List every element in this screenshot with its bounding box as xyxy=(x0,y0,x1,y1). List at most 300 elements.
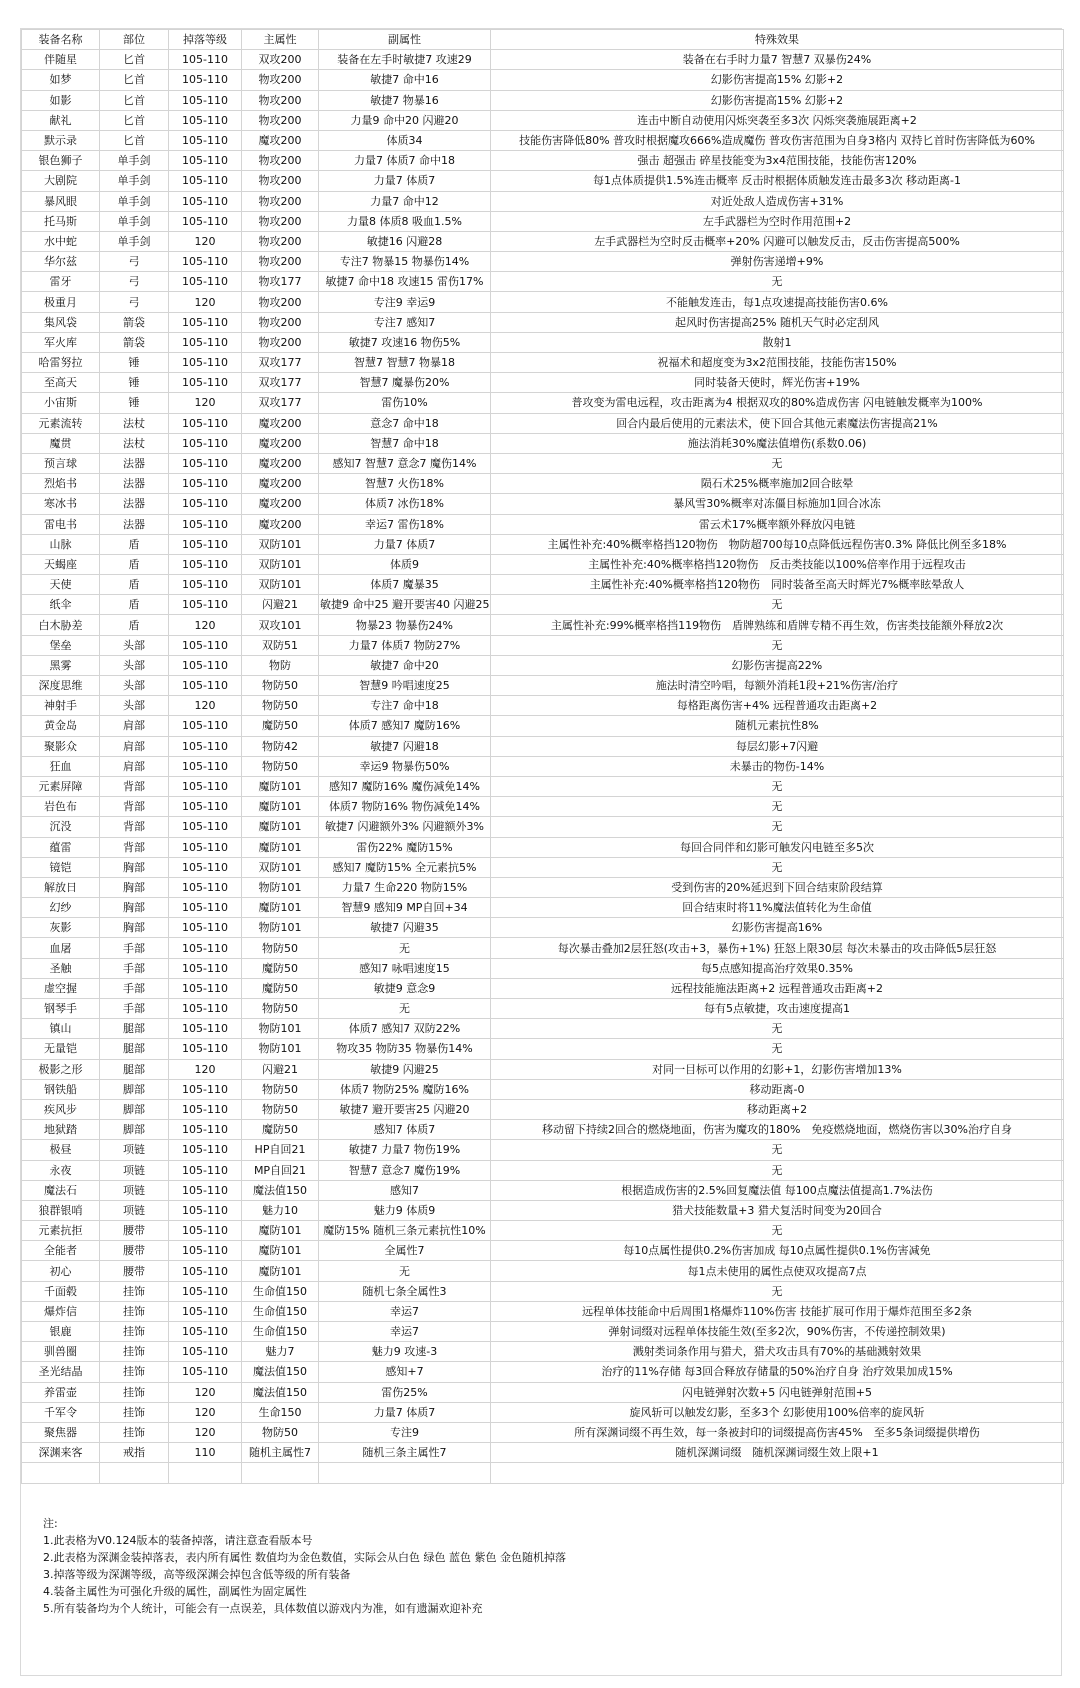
cell-drop-level: 105-110 xyxy=(169,191,242,211)
table-row xyxy=(22,110,1064,130)
cell-slot: 腰带 xyxy=(100,1261,169,1281)
cell-slot: 单手剑 xyxy=(100,151,169,171)
table-row xyxy=(22,1422,1064,1442)
cell-special-effect: 旋风斩可以触发幻影，至多3个 幻影使用100%倍率的旋风斩 xyxy=(491,1402,1064,1422)
cell-main-attr: MP自回21 xyxy=(242,1160,319,1180)
cell-slot: 锤 xyxy=(100,373,169,393)
cell-sub-attr: 感知+7 xyxy=(319,1362,491,1382)
cell-main-attr: 魔法值150 xyxy=(242,1180,319,1200)
cell-name: 深度思维 xyxy=(22,676,100,696)
table-row xyxy=(22,373,1064,393)
cell-special-effect: 无 xyxy=(491,1221,1064,1241)
cell-special-effect: 无 xyxy=(491,635,1064,655)
cell-name: 钢琴手 xyxy=(22,999,100,1019)
cell-name: 华尔兹 xyxy=(22,252,100,272)
cell-drop-level: 105-110 xyxy=(169,90,242,110)
cell-slot: 匕首 xyxy=(100,50,169,70)
cell-slot: 腿部 xyxy=(100,1059,169,1079)
cell-sub-attr: 全属性7 xyxy=(319,1241,491,1261)
table-row xyxy=(22,978,1064,998)
cell-name: 银鹿 xyxy=(22,1322,100,1342)
cell-slot: 挂饰 xyxy=(100,1322,169,1342)
cell-special-effect: 未暴击的物伤-14% xyxy=(491,756,1064,776)
cell-main-attr: 魔攻200 xyxy=(242,453,319,473)
cell-name: 全能者 xyxy=(22,1241,100,1261)
cell-drop-level: 105-110 xyxy=(169,1322,242,1342)
empty-cell xyxy=(169,1463,242,1483)
table-row xyxy=(22,1342,1064,1362)
cell-special-effect: 每1点体质提供1.5%连击概率 反击时根据体质触发连击最多3次 移动距离-1 xyxy=(491,171,1064,191)
cell-slot: 手部 xyxy=(100,999,169,1019)
cell-special-effect: 无 xyxy=(491,595,1064,615)
cell-drop-level: 105-110 xyxy=(169,373,242,393)
cell-drop-level: 105-110 xyxy=(169,736,242,756)
table-row xyxy=(22,817,1064,837)
cell-drop-level: 105-110 xyxy=(169,1079,242,1099)
cell-name: 暴风眼 xyxy=(22,191,100,211)
cell-name: 白木胁差 xyxy=(22,615,100,635)
cell-drop-level: 105-110 xyxy=(169,877,242,897)
cell-slot: 手部 xyxy=(100,958,169,978)
cell-main-attr: 魔攻200 xyxy=(242,514,319,534)
cell-main-attr: 物攻200 xyxy=(242,191,319,211)
cell-drop-level: 105-110 xyxy=(169,494,242,514)
cell-sub-attr: 无 xyxy=(319,999,491,1019)
cell-sub-attr: 体质7 物防25% 魔防16% xyxy=(319,1079,491,1099)
cell-main-attr: 魔防101 xyxy=(242,837,319,857)
cell-drop-level: 105-110 xyxy=(169,1342,242,1362)
table-row xyxy=(22,877,1064,897)
cell-name: 狼群银哨 xyxy=(22,1200,100,1220)
cell-sub-attr: 体质7 物防16% 物伤减免14% xyxy=(319,797,491,817)
cell-name: 元素抗拒 xyxy=(22,1221,100,1241)
cell-drop-level: 105-110 xyxy=(169,1221,242,1241)
cell-sub-attr: 体质7 感知7 双防22% xyxy=(319,1019,491,1039)
cell-slot: 胸部 xyxy=(100,857,169,877)
cell-sub-attr: 力量7 体质7 物防27% xyxy=(319,635,491,655)
cell-slot: 法杖 xyxy=(100,433,169,453)
header-main-attr: 主属性 xyxy=(242,30,319,50)
cell-slot: 法器 xyxy=(100,474,169,494)
header-sub-attr: 副属性 xyxy=(319,30,491,50)
table-row xyxy=(22,595,1064,615)
cell-special-effect: 溅射类词条作用与猎犬，猎犬攻击具有70%的基础溅射效果 xyxy=(491,1342,1064,1362)
cell-sub-attr: 装备在左手时敏捷7 攻速29 xyxy=(319,50,491,70)
cell-drop-level: 105-110 xyxy=(169,272,242,292)
header-slot: 部位 xyxy=(100,30,169,50)
cell-drop-level: 120 xyxy=(169,393,242,413)
cell-sub-attr: 专注9 幸运9 xyxy=(319,292,491,312)
cell-drop-level: 105-110 xyxy=(169,1200,242,1220)
cell-special-effect: 闪电链弹射次数+5 闪电链弹射范围+5 xyxy=(491,1382,1064,1402)
cell-special-effect: 散射1 xyxy=(491,332,1064,352)
cell-name: 至高天 xyxy=(22,373,100,393)
cell-special-effect: 随机元素抗性8% xyxy=(491,716,1064,736)
table-row xyxy=(22,1362,1064,1382)
cell-main-attr: 魔攻200 xyxy=(242,494,319,514)
cell-sub-attr: 随机七条全属性3 xyxy=(319,1281,491,1301)
cell-name: 烈焰书 xyxy=(22,474,100,494)
cell-slot: 盾 xyxy=(100,615,169,635)
cell-slot: 腿部 xyxy=(100,1039,169,1059)
cell-sub-attr: 智慧7 意念7 魔伤19% xyxy=(319,1160,491,1180)
cell-slot: 挂饰 xyxy=(100,1342,169,1362)
cell-name: 魔法石 xyxy=(22,1180,100,1200)
cell-sub-attr: 敏捷7 命中16 xyxy=(319,70,491,90)
cell-sub-attr: 敏捷9 意念9 xyxy=(319,978,491,998)
cell-name: 军火库 xyxy=(22,332,100,352)
cell-slot: 项链 xyxy=(100,1160,169,1180)
cell-slot: 单手剑 xyxy=(100,231,169,251)
cell-special-effect: 对同一目标可以作用的幻影+1，幻影伤害增加13% xyxy=(491,1059,1064,1079)
cell-special-effect: 每有5点敏捷，攻击速度提高1 xyxy=(491,999,1064,1019)
cell-sub-attr: 雷伤10% xyxy=(319,393,491,413)
cell-sub-attr: 敏捷7 力量7 物伤19% xyxy=(319,1140,491,1160)
cell-name: 献礼 xyxy=(22,110,100,130)
cell-drop-level: 105-110 xyxy=(169,1019,242,1039)
cell-drop-level: 105-110 xyxy=(169,1261,242,1281)
cell-slot: 锤 xyxy=(100,353,169,373)
cell-main-attr: 物攻200 xyxy=(242,292,319,312)
cell-name: 钢铁船 xyxy=(22,1079,100,1099)
spreadsheet xyxy=(20,28,1062,1676)
empty-cell xyxy=(242,1463,319,1483)
cell-main-attr: 物攻200 xyxy=(242,211,319,231)
note-line: 3.掉落等级为深渊等级，高等级深渊会掉包含低等级的所有装备 xyxy=(43,1568,351,1581)
cell-sub-attr: 幸运9 物暴伤50% xyxy=(319,756,491,776)
cell-name: 解放日 xyxy=(22,877,100,897)
cell-special-effect: 弹射词缀对远程单体技能生效(至多2次，90%伤害，不传递控制效果) xyxy=(491,1322,1064,1342)
cell-slot: 脚部 xyxy=(100,1099,169,1119)
cell-slot: 法杖 xyxy=(100,413,169,433)
cell-special-effect: 无 xyxy=(491,453,1064,473)
cell-main-attr: HP自回21 xyxy=(242,1140,319,1160)
cell-drop-level: 105-110 xyxy=(169,1140,242,1160)
table-row xyxy=(22,918,1064,938)
cell-name: 神射手 xyxy=(22,696,100,716)
cell-main-attr: 双防101 xyxy=(242,575,319,595)
table-row xyxy=(22,494,1064,514)
cell-special-effect: 左手武器栏为空时反击概率+20% 闪避可以触发反击，反击伤害提高500% xyxy=(491,231,1064,251)
cell-main-attr: 物防50 xyxy=(242,1079,319,1099)
cell-special-effect: 无 xyxy=(491,797,1064,817)
cell-slot: 腰带 xyxy=(100,1221,169,1241)
table-row xyxy=(22,1221,1064,1241)
table-row xyxy=(22,837,1064,857)
cell-special-effect: 连击中断自动使用闪烁突袭至多3次 闪烁突袭施展距离+2 xyxy=(491,110,1064,130)
cell-drop-level: 105-110 xyxy=(169,514,242,534)
cell-slot: 戒指 xyxy=(100,1443,169,1463)
table-row xyxy=(22,1079,1064,1099)
table-row xyxy=(22,312,1064,332)
cell-main-attr: 双防101 xyxy=(242,857,319,877)
cell-name: 水中蛇 xyxy=(22,231,100,251)
table-row xyxy=(22,776,1064,796)
cell-slot: 腿部 xyxy=(100,1019,169,1039)
cell-name: 黄金岛 xyxy=(22,716,100,736)
cell-main-attr: 魔防101 xyxy=(242,797,319,817)
table-row xyxy=(22,898,1064,918)
cell-special-effect: 幻影伤害提高15% 幻影+2 xyxy=(491,70,1064,90)
cell-main-attr: 双防101 xyxy=(242,554,319,574)
cell-special-effect: 普攻变为雷电远程，攻击距离为4 根据双攻的80%造成伤害 闪电链触发概率为100% xyxy=(491,393,1064,413)
table-row xyxy=(22,474,1064,494)
cell-sub-attr: 体质34 xyxy=(319,130,491,150)
table-row xyxy=(22,797,1064,817)
cell-sub-attr: 智慧9 吟唱速度25 xyxy=(319,676,491,696)
table-row xyxy=(22,453,1064,473)
cell-name: 托马斯 xyxy=(22,211,100,231)
empty-row xyxy=(22,1463,1064,1483)
cell-sub-attr: 幸运7 xyxy=(319,1301,491,1321)
cell-slot: 手部 xyxy=(100,978,169,998)
cell-sub-attr: 感知7 体质7 xyxy=(319,1120,491,1140)
cell-main-attr: 生命值150 xyxy=(242,1281,319,1301)
cell-sub-attr: 力量7 体质7 xyxy=(319,1402,491,1422)
cell-sub-attr: 雷伤22% 魔防15% xyxy=(319,837,491,857)
cell-special-effect: 受到伤害的20%延迟到下回合结束阶段结算 xyxy=(491,877,1064,897)
table-row xyxy=(22,1241,1064,1261)
table-row xyxy=(22,1301,1064,1321)
cell-slot: 腰带 xyxy=(100,1241,169,1261)
cell-slot: 头部 xyxy=(100,655,169,675)
cell-special-effect: 无 xyxy=(491,1281,1064,1301)
cell-drop-level: 105-110 xyxy=(169,312,242,332)
cell-sub-attr: 幸运7 雷伤18% xyxy=(319,514,491,534)
cell-name: 默示录 xyxy=(22,130,100,150)
table-row xyxy=(22,393,1064,413)
table-row xyxy=(22,413,1064,433)
cell-special-effect: 远程技能施法距离+2 远程普通攻击距离+2 xyxy=(491,978,1064,998)
cell-special-effect: 移动留下持续2回合的燃烧地面，伤害为魔攻的180% 免疫燃烧地面，燃烧伤害以30%治疗自身 xyxy=(491,1120,1064,1140)
cell-special-effect: 每5点感知提高治疗效果0.35% xyxy=(491,958,1064,978)
cell-special-effect: 主属性补充:99%概率格挡119物伤 盾牌熟练和盾牌专精不再生效，伤害类技能额外释放2次 xyxy=(491,615,1064,635)
table-row xyxy=(22,736,1064,756)
table-row xyxy=(22,1281,1064,1301)
cell-name: 极影之形 xyxy=(22,1059,100,1079)
cell-slot: 项链 xyxy=(100,1200,169,1220)
cell-main-attr: 魅力10 xyxy=(242,1200,319,1220)
cell-main-attr: 魔攻200 xyxy=(242,130,319,150)
cell-slot: 背部 xyxy=(100,817,169,837)
cell-name: 堡垒 xyxy=(22,635,100,655)
cell-drop-level: 105-110 xyxy=(169,635,242,655)
cell-name: 伴随星 xyxy=(22,50,100,70)
cell-name: 永夜 xyxy=(22,1160,100,1180)
cell-main-attr: 物攻200 xyxy=(242,231,319,251)
cell-special-effect: 技能伤害降低80% 普攻时根据魔攻666%造成魔伤 普攻伤害范围为自身3格内 双持匕首时伤害降低为60% xyxy=(491,130,1064,150)
cell-sub-attr: 敏捷7 命中18 攻速15 雷伤17% xyxy=(319,272,491,292)
cell-main-attr: 魔防101 xyxy=(242,898,319,918)
cell-drop-level: 105-110 xyxy=(169,595,242,615)
cell-sub-attr: 幸运7 xyxy=(319,1322,491,1342)
cell-name: 千军令 xyxy=(22,1402,100,1422)
cell-slot: 箭袋 xyxy=(100,332,169,352)
cell-main-attr: 双攻177 xyxy=(242,353,319,373)
cell-main-attr: 闪避21 xyxy=(242,595,319,615)
cell-slot: 法器 xyxy=(100,494,169,514)
cell-name: 疾风步 xyxy=(22,1099,100,1119)
cell-name: 镜铠 xyxy=(22,857,100,877)
cell-name: 纸伞 xyxy=(22,595,100,615)
table-row xyxy=(22,332,1064,352)
cell-name: 极昼 xyxy=(22,1140,100,1160)
table-row xyxy=(22,655,1064,675)
cell-slot: 挂饰 xyxy=(100,1362,169,1382)
cell-sub-attr: 敏捷16 闪避28 xyxy=(319,231,491,251)
table-row xyxy=(22,70,1064,90)
cell-name: 极重月 xyxy=(22,292,100,312)
cell-drop-level: 105-110 xyxy=(169,332,242,352)
table-row xyxy=(22,292,1064,312)
table-row xyxy=(22,1140,1064,1160)
cell-special-effect: 同时装备天使时，辉光伤害+19% xyxy=(491,373,1064,393)
table-header-row xyxy=(22,30,1064,50)
cell-drop-level: 105-110 xyxy=(169,1039,242,1059)
cell-drop-level: 105-110 xyxy=(169,151,242,171)
cell-drop-level: 105-110 xyxy=(169,130,242,150)
note-line: 1.此表格为V0.124版本的装备掉落，请注意查看版本号 xyxy=(43,1534,313,1547)
cell-drop-level: 105-110 xyxy=(169,1241,242,1261)
table-row xyxy=(22,130,1064,150)
cell-sub-attr: 力量8 体质8 吸血1.5% xyxy=(319,211,491,231)
cell-drop-level: 105-110 xyxy=(169,756,242,776)
table-row xyxy=(22,1200,1064,1220)
cell-name: 大剧院 xyxy=(22,171,100,191)
cell-name: 雷牙 xyxy=(22,272,100,292)
cell-special-effect: 无 xyxy=(491,1019,1064,1039)
cell-special-effect: 幻影伤害提高22% xyxy=(491,655,1064,675)
cell-special-effect: 施法消耗30%魔法值增伤(系数0.06) xyxy=(491,433,1064,453)
table-row xyxy=(22,1402,1064,1422)
table-row xyxy=(22,1261,1064,1281)
cell-main-attr: 物防50 xyxy=(242,696,319,716)
cell-main-attr: 物防101 xyxy=(242,918,319,938)
cell-main-attr: 物防50 xyxy=(242,938,319,958)
table-row xyxy=(22,50,1064,70)
cell-slot: 弓 xyxy=(100,252,169,272)
cell-name: 银色狮子 xyxy=(22,151,100,171)
cell-main-attr: 物防50 xyxy=(242,999,319,1019)
cell-name: 预言球 xyxy=(22,453,100,473)
cell-name: 幻纱 xyxy=(22,898,100,918)
cell-special-effect: 雷云术17%概率额外释放闪电链 xyxy=(491,514,1064,534)
cell-sub-attr: 无 xyxy=(319,938,491,958)
cell-slot: 挂饰 xyxy=(100,1422,169,1442)
cell-main-attr: 双攻177 xyxy=(242,393,319,413)
table-row xyxy=(22,676,1064,696)
cell-special-effect: 幻影伤害提高15% 幻影+2 xyxy=(491,90,1064,110)
cell-sub-attr: 敏捷9 闪避25 xyxy=(319,1059,491,1079)
cell-slot: 背部 xyxy=(100,776,169,796)
table-row xyxy=(22,353,1064,373)
cell-special-effect: 主属性补充:40%概率格挡120物伤 同时装备至高天时辉光7%概率眩晕敌人 xyxy=(491,575,1064,595)
cell-name: 驯兽圈 xyxy=(22,1342,100,1362)
cell-main-attr: 物攻200 xyxy=(242,70,319,90)
cell-sub-attr: 力量7 体质7 xyxy=(319,534,491,554)
cell-drop-level: 120 xyxy=(169,292,242,312)
cell-special-effect: 对近处敌人造成伤害+31% xyxy=(491,191,1064,211)
cell-name: 爆炸信 xyxy=(22,1301,100,1321)
cell-special-effect: 无 xyxy=(491,817,1064,837)
empty-cell xyxy=(100,1463,169,1483)
cell-slot: 弓 xyxy=(100,272,169,292)
cell-main-attr: 魔防50 xyxy=(242,958,319,978)
cell-special-effect: 主属性补充:40%概率格挡120物伤 反击类技能以100%倍率作用于远程攻击 xyxy=(491,554,1064,574)
cell-main-attr: 魔法值150 xyxy=(242,1362,319,1382)
cell-drop-level: 105-110 xyxy=(169,554,242,574)
cell-drop-level: 105-110 xyxy=(169,1281,242,1301)
cell-special-effect: 无 xyxy=(491,1140,1064,1160)
cell-slot: 肩部 xyxy=(100,736,169,756)
cell-special-effect: 每次暴击叠加2层狂怒(攻击+3，暴伤+1%) 狂怒上限30层 每次未暴击的攻击降低5层狂怒 xyxy=(491,938,1064,958)
cell-sub-attr: 力量7 体质7 xyxy=(319,171,491,191)
cell-main-attr: 生命值150 xyxy=(242,1322,319,1342)
cell-name: 寒冰书 xyxy=(22,494,100,514)
cell-sub-attr: 感知7 xyxy=(319,1180,491,1200)
cell-special-effect: 无 xyxy=(491,1160,1064,1180)
table-row xyxy=(22,615,1064,635)
cell-special-effect: 施法时清空吟唱，每额外消耗1段+21%伤害/治疗 xyxy=(491,676,1064,696)
cell-sub-attr: 体质7 冰伤18% xyxy=(319,494,491,514)
equipment-table xyxy=(21,29,1064,1484)
table-row xyxy=(22,1382,1064,1402)
cell-main-attr: 物攻200 xyxy=(242,171,319,191)
table-body xyxy=(22,50,1064,1483)
table-row xyxy=(22,958,1064,978)
cell-name: 狂血 xyxy=(22,756,100,776)
table-row xyxy=(22,1019,1064,1039)
cell-drop-level: 105-110 xyxy=(169,857,242,877)
cell-slot: 背部 xyxy=(100,837,169,857)
table-row xyxy=(22,1120,1064,1140)
cell-special-effect: 移动距离+2 xyxy=(491,1099,1064,1119)
cell-special-effect: 随机深渊词缀 随机深渊词缀生效上限+1 xyxy=(491,1443,1064,1463)
cell-drop-level: 105-110 xyxy=(169,938,242,958)
cell-special-effect: 陨石术25%概率施加2回合眩晕 xyxy=(491,474,1064,494)
cell-drop-level: 105-110 xyxy=(169,1160,242,1180)
cell-drop-level: 105-110 xyxy=(169,918,242,938)
cell-main-attr: 魅力7 xyxy=(242,1342,319,1362)
cell-drop-level: 120 xyxy=(169,1059,242,1079)
cell-main-attr: 魔防101 xyxy=(242,1221,319,1241)
cell-special-effect: 不能触发连击，每1点攻速提高技能伤害0.6% xyxy=(491,292,1064,312)
table-row xyxy=(22,1039,1064,1059)
cell-drop-level: 105-110 xyxy=(169,1099,242,1119)
cell-slot: 肩部 xyxy=(100,756,169,776)
cell-main-attr: 物防42 xyxy=(242,736,319,756)
cell-slot: 匕首 xyxy=(100,110,169,130)
cell-special-effect: 暴风雪30%概率对冻僵目标施加1回合冰冻 xyxy=(491,494,1064,514)
cell-sub-attr: 专注7 感知7 xyxy=(319,312,491,332)
cell-drop-level: 105-110 xyxy=(169,817,242,837)
cell-sub-attr: 敏捷7 物暴16 xyxy=(319,90,491,110)
cell-sub-attr: 力量7 命中12 xyxy=(319,191,491,211)
cell-name: 岩色布 xyxy=(22,797,100,817)
table-row xyxy=(22,938,1064,958)
table-row xyxy=(22,90,1064,110)
cell-slot: 盾 xyxy=(100,554,169,574)
cell-drop-level: 105-110 xyxy=(169,50,242,70)
cell-special-effect: 幻影伤害提高16% xyxy=(491,918,1064,938)
note-line: 5.所有装备均为个人统计，可能会有一点误差，具体数值以游戏内为准，如有遗漏欢迎补充 xyxy=(43,1602,483,1615)
cell-name: 黑雾 xyxy=(22,655,100,675)
cell-name: 聚影众 xyxy=(22,736,100,756)
cell-slot: 头部 xyxy=(100,696,169,716)
cell-main-attr: 物攻200 xyxy=(242,252,319,272)
table-row xyxy=(22,252,1064,272)
cell-sub-attr: 雷伤25% xyxy=(319,1382,491,1402)
